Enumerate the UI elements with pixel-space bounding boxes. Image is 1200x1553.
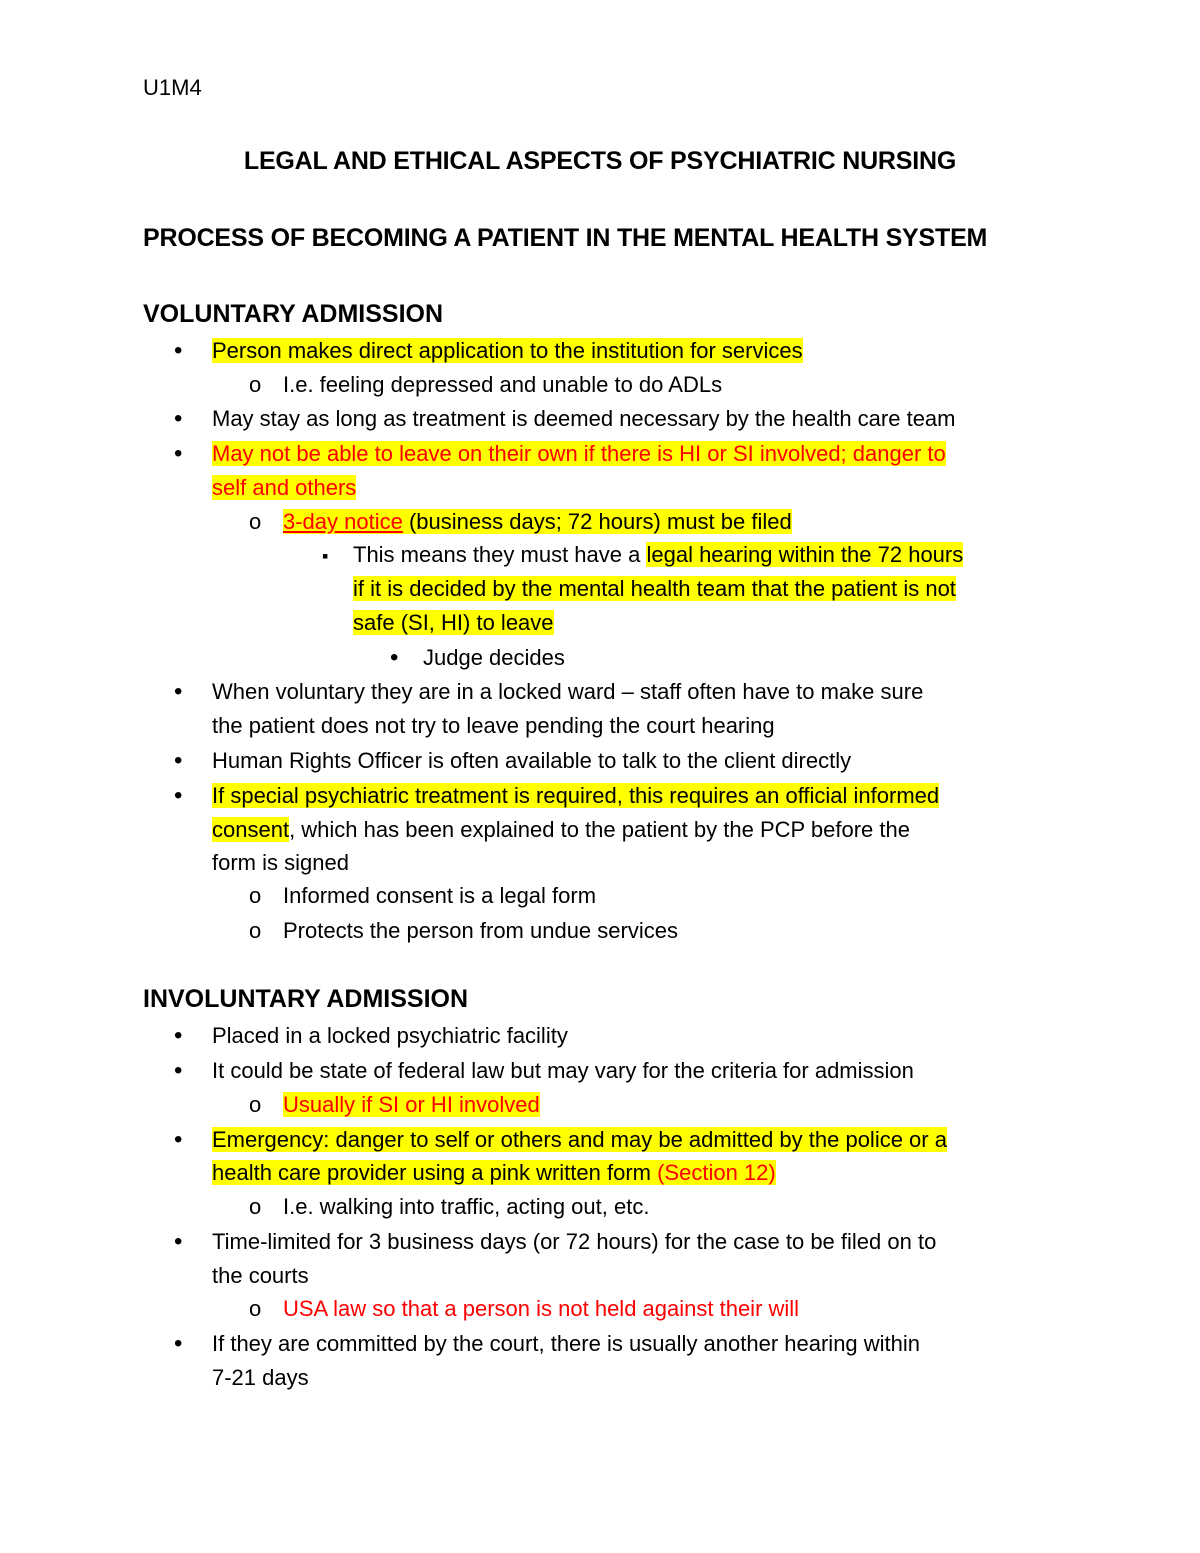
list-item: Placed in a locked psychiatric facility (212, 1023, 568, 1048)
bullet-icon (174, 781, 182, 811)
bullet-icon (174, 746, 182, 776)
list-item: May stay as long as treatment is deemed necessary by the health care team (212, 406, 956, 431)
list-item-continued: if it is decided by the mental health team that the patient is not (353, 576, 956, 601)
bullet-icon (174, 404, 182, 434)
document-title: LEGAL AND ETHICAL ASPECTS OF PSYCHIATRIC NURSING (243, 147, 957, 175)
list-item: Protects the person from undue services (283, 918, 678, 943)
involuntary-heading: INVOLUNTARY ADMISSION (143, 985, 469, 1013)
bullet-icon (174, 439, 182, 469)
bullet-icon (174, 677, 182, 707)
document-subtitle: PROCESS OF BECOMING A PATIENT IN THE MENTAL HEALTH SYSTEM (143, 224, 988, 252)
bullet-icon (174, 336, 182, 366)
circle-bullet-icon (249, 916, 261, 946)
list-item: When voluntary they are in a locked ward – staff often have to make sure (212, 679, 924, 704)
bullet-icon (174, 1056, 182, 1086)
list-item: USA law so that a person is not held against their will (283, 1296, 800, 1321)
list-item: Person makes direct application to the institution for services (212, 338, 803, 363)
bullet-icon (174, 1227, 182, 1257)
list-item: 3-day notice (business days; 72 hours) must be filed (283, 509, 792, 534)
list-item-continued: health care provider using a pink written form (Section 12) (212, 1160, 776, 1185)
circle-bullet-icon (249, 1294, 261, 1324)
list-item: I.e. walking into traffic, acting out, etc. (283, 1194, 650, 1219)
bullet-icon (390, 643, 398, 673)
list-item: If they are committed by the court, there is usually another hearing within (212, 1331, 921, 1356)
list-item-continued: form is signed (212, 850, 349, 875)
list-item: It could be state of federal law but may vary for the criteria for admission (212, 1058, 914, 1083)
list-item: Emergency: danger to self or others and may be admitted by the police or a (212, 1127, 947, 1152)
circle-bullet-icon (249, 1192, 261, 1222)
list-item: Human Rights Officer is often available to talk to the client directly (212, 748, 852, 773)
list-item-continued: the patient does not try to leave pending the court hearing (212, 713, 775, 738)
page-header: U1M4 (143, 75, 202, 100)
list-item: Usually if SI or HI involved (283, 1092, 540, 1117)
circle-bullet-icon (249, 881, 261, 911)
list-item: May not be able to leave on their own if there is HI or SI involved; danger to (212, 441, 946, 466)
list-item: Judge decides (423, 645, 565, 670)
circle-bullet-icon (249, 370, 261, 400)
list-item: If special psychiatric treatment is required, this requires an official informed (212, 783, 940, 808)
bullet-icon (174, 1021, 182, 1051)
bullet-icon (174, 1329, 182, 1359)
square-bullet-icon (322, 540, 328, 571)
list-item-continued: self and others (212, 475, 357, 500)
voluntary-heading: VOLUNTARY ADMISSION (143, 300, 444, 328)
list-item-continued: 7-21 days (212, 1365, 309, 1390)
list-item-continued: consent, which has been explained to the patient by the PCP before the (212, 817, 910, 842)
list-item: Informed consent is a legal form (283, 883, 597, 908)
bullet-icon (174, 1125, 182, 1155)
list-item-continued: the courts (212, 1263, 309, 1288)
list-item: This means they must have a legal hearing within the 72 hours (353, 542, 964, 567)
list-item-continued: safe (SI, HI) to leave (353, 610, 554, 635)
circle-bullet-icon (249, 507, 261, 537)
circle-bullet-icon (249, 1090, 261, 1120)
list-item: I.e. feeling depressed and unable to do ADLs (283, 372, 723, 397)
list-item: Time-limited for 3 business days (or 72 hours) for the case to be filed on to (212, 1229, 937, 1254)
